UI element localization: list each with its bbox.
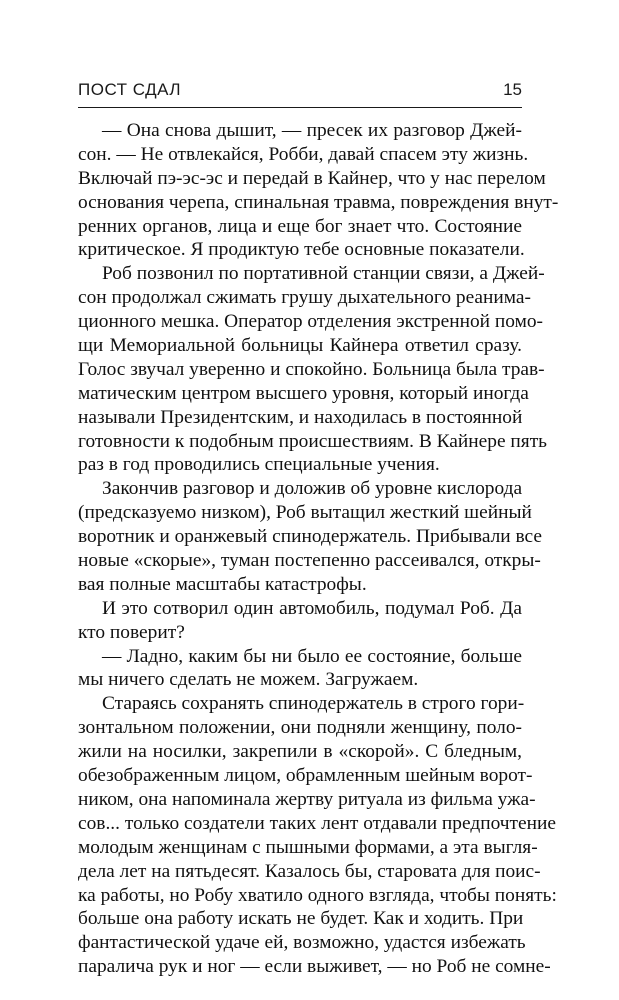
- text-line: матическим центром высшего уровня, который иногда: [78, 382, 529, 404]
- text-line: щи Мемориальной больницы Кайнера ответил сразу.: [78, 335, 522, 357]
- paragraph: [78, 597, 522, 645]
- running-title: ПОСТ СДАЛ: [78, 80, 182, 99]
- text-line: новые «скорые», туман постепенно рассеивался, откры-: [78, 550, 541, 572]
- text-line: ка работы, но Робу хватило одного взгляда, чтобы понять:: [78, 884, 557, 906]
- text-line: обезображенным лицом, обрамленным шейным ворот-: [78, 765, 533, 787]
- text-line: критическое. Я продиктую тебе основные показатели.: [78, 239, 525, 261]
- text-line: раз в год проводились специальные учения.: [78, 454, 440, 476]
- text-line: кто поверит?: [78, 621, 185, 643]
- page-header: [78, 80, 522, 106]
- text-line: зонтальном положении, они подняли женщину, поло-: [78, 717, 522, 739]
- text-line: молодым женщинам с пышными формами, а эта выгля-: [78, 836, 538, 858]
- text-line: жили на носилки, закрепили в «скорой». С бледным,: [78, 741, 522, 763]
- text-line: Стараясь сохранять спинодержатель в строго гори-: [102, 693, 525, 715]
- text-line: дела лет на пятьдесят. Казалось бы, старовата для поис-: [78, 860, 541, 882]
- text-line: мы ничего сделать не можем. Загружаем.: [78, 669, 419, 691]
- paragraph: [78, 262, 548, 477]
- text-line: ником, она напоминала жертву ритуала из фильма ужа-: [78, 788, 536, 810]
- text-line: (предсказуемо низком), Роб вытащил жесткий шейный: [78, 502, 532, 524]
- text-line: вая полные масштабы катастрофы.: [78, 573, 367, 595]
- text-line: основания черепа, спинальная травма, повреждения внут-: [78, 191, 559, 213]
- text-line: сон. — Не отвлекайся, Робби, давай спасем эту жизнь.: [78, 143, 529, 165]
- paragraph: [78, 119, 559, 262]
- text-line: паралича рук и ног — если выживет, — но Роб не сомне-: [78, 956, 551, 978]
- header-rule: [78, 107, 522, 108]
- text-line: фантастической удаче ей, возможно, удастся избежать: [78, 932, 526, 954]
- paragraph: [78, 692, 557, 979]
- text-line: больше она работу искать не будет. Как и ходить. При: [78, 908, 524, 930]
- text-line: воротник и оранжевый спинодержатель. Прибывали все: [78, 526, 542, 548]
- text-line: сон продолжал сжимать грушу дыхательного реанима-: [78, 287, 531, 309]
- page-number: 15: [503, 80, 522, 99]
- body-text: [78, 119, 559, 979]
- text-line: ренних органов, лица и еще бог знает что. Состояние: [78, 215, 522, 237]
- text-line: — Она снова дышит, — пресек их разговор Джей-: [102, 120, 522, 141]
- paragraph: [78, 477, 542, 596]
- text-line: — Ладно, каким бы ни было ее состояние, больше: [102, 645, 522, 667]
- text-line: Включай пэ-эс-эс и передай в Кайнер, что у нас перелом: [78, 167, 546, 189]
- text-line: Роб позвонил по портативной станции связи, а Джей-: [102, 263, 545, 285]
- text-line: ционного мешка. Оператор отделения экстренной помо-: [78, 311, 544, 333]
- text-line: называли Президентским, и находилась в постоянной: [78, 406, 523, 428]
- text-line: сов... только создатели таких лент отдавали предпочтение: [78, 812, 556, 834]
- text-line: Закончив разговор и доложив об уровне кислорода: [102, 478, 523, 500]
- text-line: И это сотворил один автомобиль, подумал Роб. Да: [102, 597, 522, 619]
- text-line: Голос звучал уверенно и спокойно. Больница была трав-: [78, 358, 545, 380]
- paragraph: [78, 645, 522, 693]
- text-line: готовности к подобным происшествиям. В Кайнере пять: [78, 430, 548, 452]
